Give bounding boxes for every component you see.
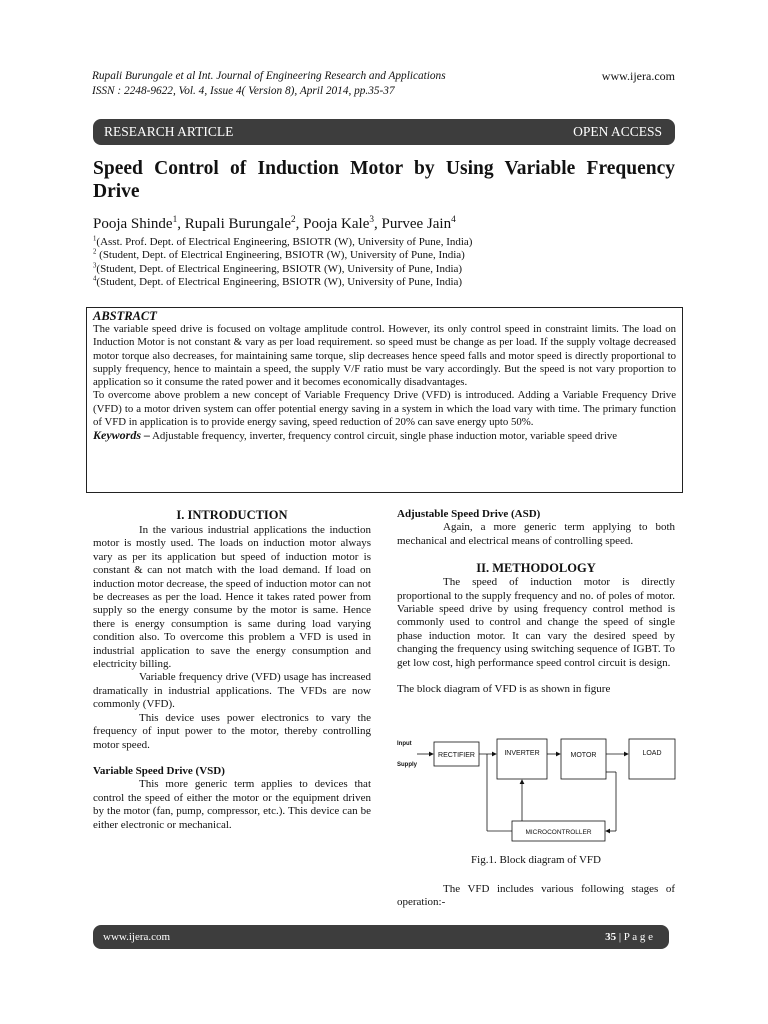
affiliation-text: (Asst. Prof. Dept. of Electrical Engineering, BSIOTR (W), University of Pune, India) (96, 236, 473, 248)
page-label: | P a g e (616, 931, 653, 943)
page-number: 35 (605, 931, 617, 943)
author-name: Pooja Shinde (93, 216, 173, 232)
author-separator: , (177, 216, 185, 232)
author-superscript: 3 (369, 215, 375, 225)
input-label: Input (397, 741, 412, 747)
page-footer (93, 925, 669, 949)
journal-header (92, 69, 562, 99)
block-diagram-intro: The block diagram of VFD is as shown in figure (397, 683, 611, 696)
inverter-label: INVERTER (504, 750, 540, 757)
keywords-text: Adjustable frequency, inverter, frequency control circuit, single phase induction motor, variable speed drive (150, 430, 618, 443)
vsd-paragraph: This more generic term applies to devices that control the speed of either the motor or the equipment driven by the motor (fan, pump, compressor, etc.). This device can be either electronic or mechanical. (93, 778, 371, 831)
affiliation-text: (Student, Dept. of Electrical Engineering, BSIOTR (W), University of Pune, India) (96, 249, 465, 262)
affiliation-superscript: 1 (93, 235, 97, 243)
open-access-label: OPEN ACCESS (573, 124, 662, 139)
footer-website-link[interactable]: www.ijera.com (103, 931, 171, 943)
affiliation-superscript: 3 (93, 261, 97, 269)
abstract-box (86, 307, 683, 493)
affiliation-item (93, 276, 675, 289)
section-heading-methodology: II. METHODOLOGY (476, 561, 596, 576)
author-superscript: 4 (451, 215, 456, 225)
figure-caption: Fig.1. Block diagram of VFD (471, 854, 601, 866)
research-article-label: RESEARCH ARTICLE (104, 124, 234, 139)
author-name: Rupali Burungale (184, 216, 291, 232)
load-block (629, 739, 675, 779)
intro-paragraph: Variable frequency drive (VFD) usage has increased dramatically in industrial applications. The VFDs are now commonly (VFD). (93, 671, 371, 711)
article-type-banner (93, 119, 675, 145)
author-separator: , (295, 216, 304, 232)
affiliation-superscript: 2 (93, 248, 97, 256)
subsection-heading-asd: Adjustable Speed Drive (ASD) (397, 508, 541, 520)
left-column (93, 508, 371, 832)
affiliation-item (93, 263, 675, 276)
paper-title: Speed Control of Induction Motor by Using Variable Frequency Drive (93, 158, 675, 202)
affiliation-text: (Student, Dept. of Electrical Engineering, BSIOTR (W), University of Pune, India) (96, 275, 463, 288)
motor-label: MOTOR (570, 752, 597, 759)
abstract-paragraph: To overcome above problem a new concept of Variable Frequency Drive (VFD) is introduced. Adding a Variable Frequency Drive (VFD) to a motor driven system can offer potential energy saving in a system in which the load vary with time. The primary function of VFD in application is to provide energy saving, speed reduction of 20% can save energy upto 50%. (93, 389, 676, 429)
journal-citation: Rupali Burungale et al Int. Journal of Engineering Research and Applications (92, 70, 446, 82)
author-name: Purvee Jain (381, 216, 452, 232)
affiliation-list (93, 236, 675, 289)
motor-block (561, 739, 606, 779)
block-diagram-svg (395, 737, 677, 843)
author-name: Pooja Kale (303, 216, 370, 232)
header-website-link[interactable]: www.ijera.com (601, 69, 675, 83)
author-superscript: 2 (290, 215, 296, 225)
vfd-block-diagram (395, 737, 677, 843)
stages-paragraph: The VFD includes various following stages of operation:- (397, 883, 675, 909)
abstract-heading: ABSTRACT (93, 309, 157, 323)
asd-paragraph: Again, a more generic term applying to both mechanical and electrical means of controlling speed. (397, 521, 675, 547)
abstract-paragraph: The variable speed drive is focused on voltage amplitude control. However, its only control speed in constraint limits. The load on Induction Motor is not constant & vary as per load requirement. so speed must be change as per load. If the supply voltage decreased motor torque also decreases, for maintaining same torque, slip decreases hence speed falls and motor speed is directly proportional to supply frequency, hence to maintain a speed, the supply V/F ratio must be vary accordingly. But the speed is not vary proportion to application so it consume the rated power and it becomes economically disadvantages. (93, 323, 676, 389)
rectifier-label: RECTIFIER (438, 752, 475, 759)
affiliation-item (93, 249, 675, 262)
supply-label: Supply (397, 762, 418, 768)
right-column (397, 508, 675, 696)
author-list (93, 215, 675, 234)
subsection-heading-vsd: Variable Speed Drive (VSD) (93, 764, 225, 777)
section-heading-introduction: I. INTRODUCTION (176, 508, 288, 522)
affiliation-item (93, 236, 675, 249)
inverter-block (497, 739, 547, 779)
keywords (93, 429, 676, 443)
journal-issn: ISSN : 2248-9622, Vol. 4, Issue 4( Version 8), April 2014, pp.35-37 (92, 85, 395, 97)
intro-paragraph: In the various industrial applications the induction motor is mostly used. The loads on induction motor always vary as per its application but speed of induction motor is constant & can not match with the load demand. If load on induction motor decrease, the speed of induction motor can not be decreases as per the load. Hence it takes rated power from supply so the energy consume by the motor is same. Hence there is energy consumption is same during load varying condition also. To overcome this problem a VFD is used in industrial application to save the energy consumption and electricity billing. (93, 524, 371, 671)
author-separator: , (374, 216, 382, 232)
author-superscript: 1 (172, 215, 178, 225)
keywords-label: Keywords – (93, 428, 150, 443)
intro-paragraph: This device uses power electronics to vary the frequency of input power to the motor, thereby controlling motor speed. (93, 711, 371, 751)
load-label: LOAD (642, 750, 662, 757)
affiliation-text: (Student, Dept. of Electrical Engineering, BSIOTR (W), University of Pune, India) (96, 262, 463, 275)
methodology-paragraph: The speed of induction motor is directly proportional to the supply frequency and no. of poles of motor. Variable speed drive by using frequency control method is commonly used to control and change the speed of single phase induction motor. It can vary the desired speed by changing the frequency using switching sequence of IGBT. To get low cost, high performance speed control circuit is design. (397, 576, 675, 669)
page-indicator (605, 931, 653, 943)
affiliation-superscript: 4 (93, 275, 97, 283)
stages-paragraph-wrap (397, 883, 675, 910)
microcontroller-label: MICROCONTROLLER (525, 829, 592, 836)
